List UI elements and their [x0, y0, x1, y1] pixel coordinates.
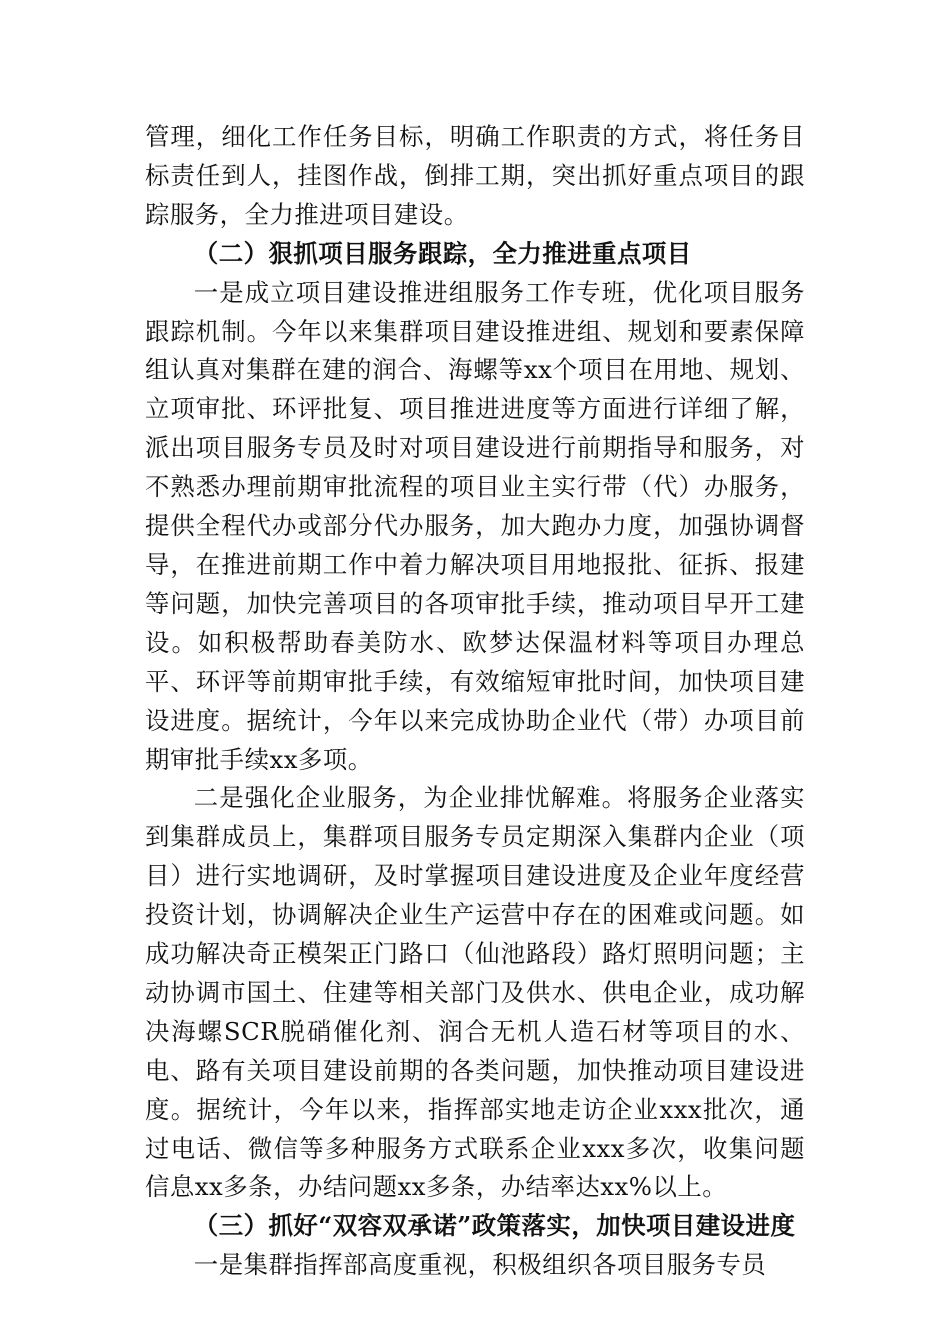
section-heading-3: （三）抓好“双容双承诺”政策落实，加快项目建设进度	[193, 1211, 796, 1241]
paragraph-body: 二是强化企业服务，为企业排忧解难。将服务企业落实到集群成员上，集群项目服务专员定期深入集群内企业（项目）进行实地调研，及时掌握项目建设进度及企业年度经营投资计划，协调解决企业生产运营中存在的困难或问题。如成功解决奇正模架正门路口（仙池路段）路灯照明问题；主动协调市国土、住建等相关部门及供水、供电企业，成功解决海螺SCR脱硝催化剂、润合无机人造石材等项目的水、电、路有关项目建设前期的各类问题，加快推动项目建设进度。据统计，今年以来，指挥部实地走访企业xxx批次，通过电话、微信等多种服务方式联系企业xxx多次，收集问题信息xx多条，办结问题xx多条，办结率达xx%以上。	[145, 783, 805, 1202]
paragraph-body: 一是集群指挥部高度重视，积极组织各项目服务专员	[193, 1250, 767, 1280]
paragraph-continuation: 管理，细化工作任务目标，明确工作职责的方式，将任务目标责任到人，挂图作战，倒排工期，突出抓好重点项目的跟踪服务，全力推进项目建设。	[145, 122, 805, 229]
document-body	[145, 118, 805, 1285]
section-heading-2: （二）狠抓项目服务跟踪，全力推进重点项目	[193, 238, 692, 268]
paragraph-body: 一是成立项目建设推进组服务工作专班，优化项目服务跟踪机制。今年以来集群项目建设推进组、规划和要素保障组认真对集群在建的润合、海螺等xx个项目在用地、规划、立项审批、环评批复、项目推进进度等方面进行详细了解，派出项目服务专员及时对项目建设进行前期指导和服务，对不熟悉办理前期审批流程的项目业主实行带（代）办服务，提供全程代办或部分代办服务，加大跑办力度，加强协调督导，在推进前期工作中着力解决项目用地报批、征拆、报建等问题，加快完善项目的各项审批手续，推动项目早开工建设。如积极帮助春美防水、欧梦达保温材料等项目办理总平、环评等前期审批手续，有效缩短审批时间，加快项目建设进度。据统计，今年以来完成协助企业代（带）办项目前期审批手续xx多项。	[145, 277, 805, 774]
